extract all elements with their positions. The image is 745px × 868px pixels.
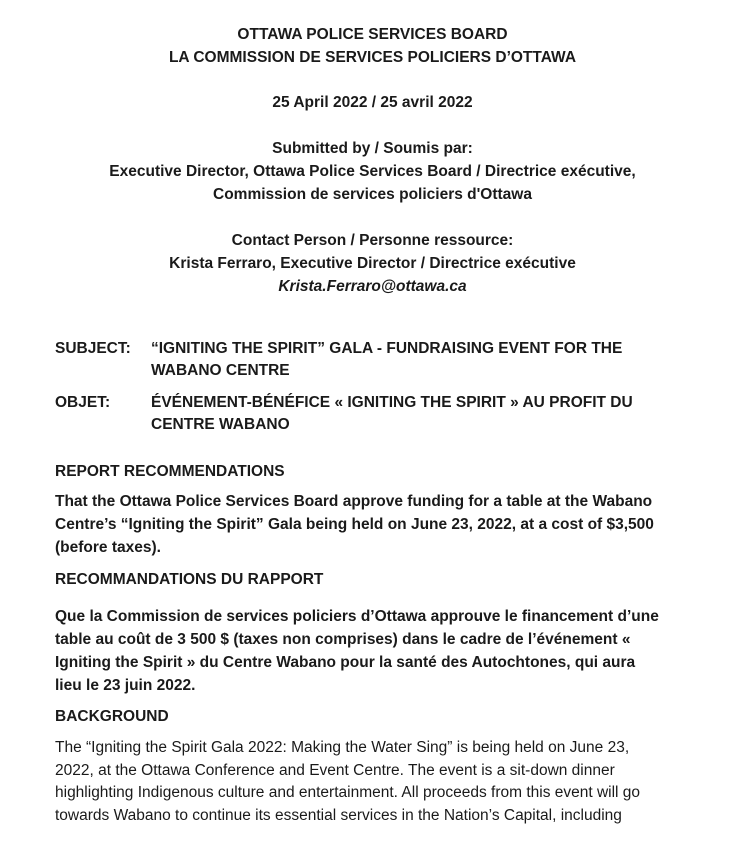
objet-line-2: CENTRE WABANO bbox=[151, 416, 290, 433]
recommandations-text bbox=[55, 605, 710, 697]
recommandation-line: lieu le 23 juin 2022. bbox=[55, 677, 196, 694]
submitted-by-label: Submitted by / Soumis par: bbox=[272, 140, 473, 157]
report-header bbox=[0, 23, 745, 69]
recommendation-line: (before taxes). bbox=[55, 539, 161, 556]
recommendation-line: That the Ottawa Police Services Board approve funding for a table at the Wabano bbox=[55, 493, 653, 510]
report-date-block bbox=[0, 91, 745, 114]
recommandation-line: table au coût de 3 500 $ (taxes non comprises) dans le cadre de l’événement « bbox=[55, 631, 631, 648]
submitted-by-block bbox=[0, 137, 745, 206]
subject-line-2: WABANO CENTRE bbox=[151, 362, 290, 379]
subject-value bbox=[151, 338, 711, 382]
submitted-by-line-2: Commission de services policiers d'Ottawa bbox=[213, 186, 532, 203]
recommandations-heading: RECOMMANDATIONS DU RAPPORT bbox=[55, 571, 324, 588]
objet-line-1: ÉVÉNEMENT-BÉNÉFICE « IGNITING THE SPIRIT » AU PROFIT DU bbox=[151, 394, 633, 411]
objet-label: OBJET: bbox=[55, 394, 111, 411]
recommandation-line: Igniting the Spirit » du Centre Wabano pour la santé des Autochtones, qui aura bbox=[55, 654, 636, 671]
background-heading: BACKGROUND bbox=[55, 708, 169, 725]
recommendations-heading: REPORT RECOMMENDATIONS bbox=[55, 463, 285, 480]
subject-label: SUBJECT: bbox=[55, 340, 131, 357]
recommendation-line: Centre’s “Igniting the Spirit” Gala being held on June 23, 2022, at a cost of $3,500 bbox=[55, 516, 654, 533]
org-name-fr: LA COMMISSION DE SERVICES POLICIERS D’OTTAWA bbox=[168, 49, 577, 66]
background-line: 2022, at the Ottawa Conference and Event Centre. The event is a sit-down dinner bbox=[55, 761, 615, 779]
recommendations-text bbox=[55, 490, 710, 559]
recommandation-line: Que la Commission de services policiers d’Ottawa approuve le financement d’une bbox=[55, 608, 659, 625]
report-date: 25 April 2022 / 25 avril 2022 bbox=[272, 94, 473, 111]
background-line: The “Igniting the Spirit Gala 2022: Making the Water Sing” is being held on June 23, bbox=[55, 739, 630, 756]
contact-label: Contact Person / Personne ressource: bbox=[231, 232, 514, 249]
org-name-en: OTTAWA POLICE SERVICES BOARD bbox=[237, 26, 508, 43]
subject-row bbox=[55, 338, 695, 384]
subject-line-1: “IGNITING THE SPIRIT” GALA - FUNDRAISING EVENT FOR THE bbox=[151, 340, 623, 357]
background-text bbox=[55, 737, 710, 827]
contact-email: Krista.Ferraro@ottawa.ca bbox=[278, 278, 467, 295]
objet-row bbox=[55, 392, 695, 438]
submitted-by-line-1: Executive Director, Ottawa Police Services Board / Directrice exécutive, bbox=[109, 163, 636, 180]
background-line: highlighting Indigenous culture and entertainment. All proceeds from this event will go bbox=[55, 784, 641, 801]
contact-block bbox=[0, 229, 745, 298]
contact-name: Krista Ferraro, Executive Director / Directrice exécutive bbox=[169, 255, 576, 272]
background-line: towards Wabano to continue its essential services in the Nation’s Capital, including bbox=[55, 806, 622, 824]
objet-value bbox=[151, 392, 711, 436]
